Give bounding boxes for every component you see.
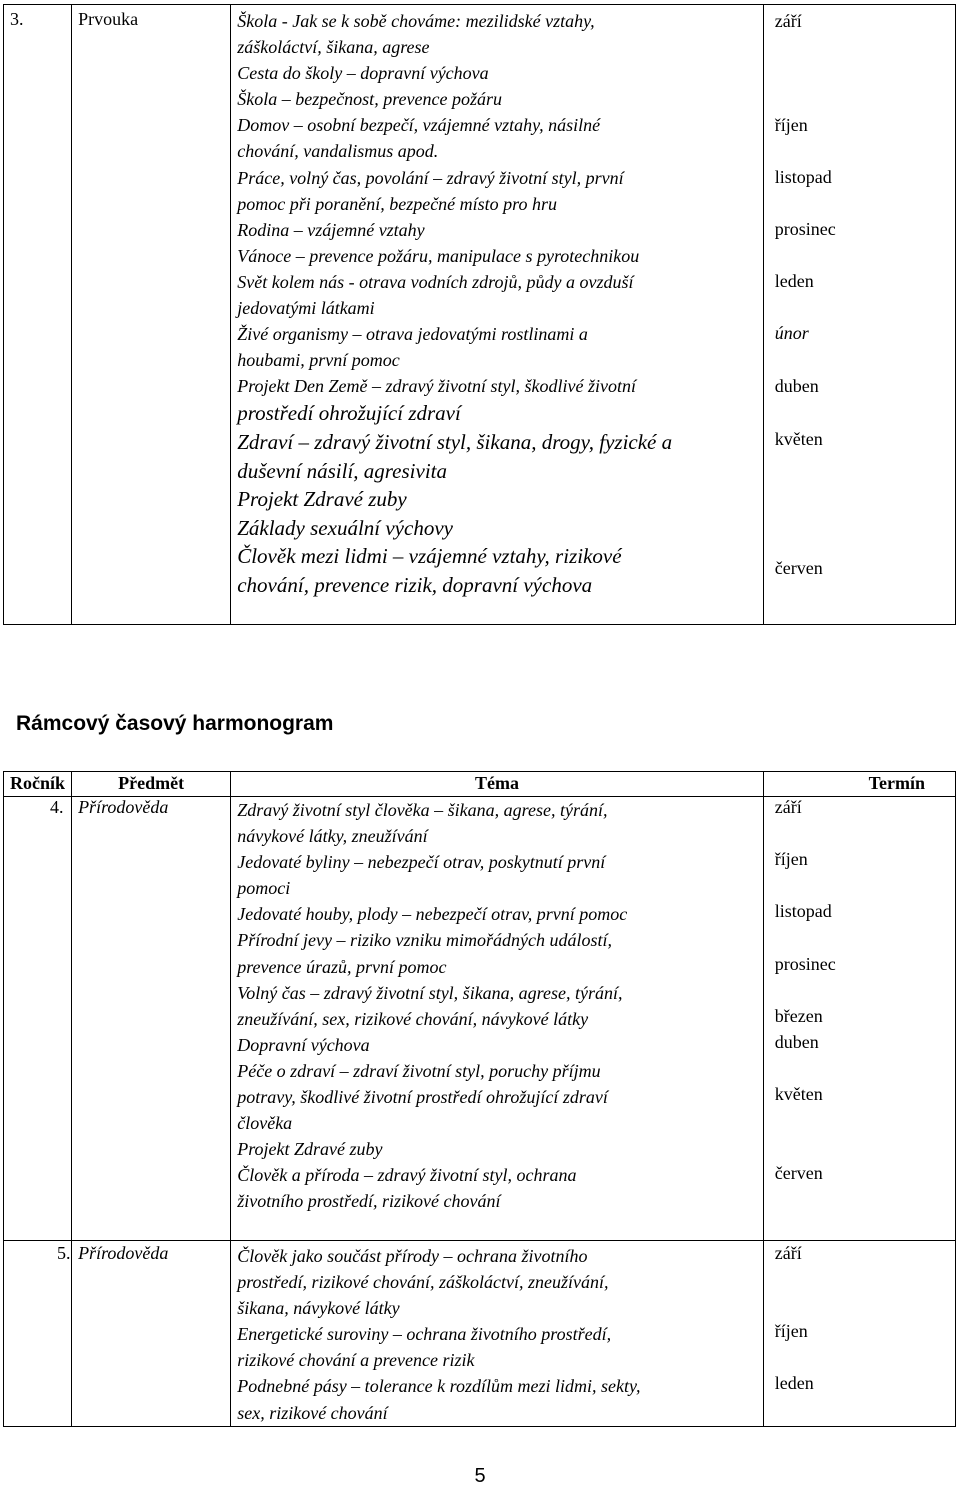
term-month: červen bbox=[774, 1163, 823, 1183]
topic-line: Cesta do školy – dopravní výchova bbox=[237, 63, 489, 84]
term-month: červen bbox=[774, 558, 823, 578]
topic-line: životního prostředí, rizikové chování bbox=[237, 1191, 501, 1212]
topic-line: prostředí, rizikové chování, záškoláctví, zneužívání, bbox=[237, 1272, 609, 1293]
topic-line: rizikové chování a prevence rizik bbox=[237, 1350, 475, 1371]
topic-line: Zdravý životní styl člověka – šikana, agrese, týrání, bbox=[237, 800, 608, 820]
subject-name: Prvouka bbox=[78, 9, 139, 29]
topic-line: Člověk jako součást přírody – ochrana životního bbox=[237, 1246, 588, 1266]
column-header-grade: Ročník bbox=[4, 772, 72, 797]
topic-line: Vánoce – prevence požáru, manipulace s pyrotechnikou bbox=[237, 245, 640, 266]
topic-line: Svět kolem nás - otrava vodních zdrojů, půdy a ovzduší bbox=[237, 271, 634, 292]
topic-line: Volný čas – zdravý životní styl, šikana, agrese, týrání, bbox=[237, 982, 623, 1003]
term-month: duben bbox=[774, 1032, 819, 1052]
topic-line: Přírodní jevy – riziko vzniku mimořádných událostí, bbox=[237, 930, 613, 951]
topic-line: prostředí ohrožující zdraví bbox=[237, 401, 461, 426]
grade-cell bbox=[4, 5, 72, 625]
grade-cell bbox=[4, 1241, 72, 1427]
topic-line: pomoc při poranění, bezpečné místo pro hru bbox=[237, 193, 558, 214]
term-month: prosinec bbox=[774, 219, 836, 239]
term-month: září bbox=[774, 11, 802, 31]
column-header-term: Termín bbox=[763, 772, 955, 797]
term-month: listopad bbox=[774, 901, 832, 921]
topic-line: Člověk mezi lidmi – vzájemné vztahy, rizikové bbox=[237, 544, 622, 569]
topic-line: Škola – bezpečnost, prevence požáru bbox=[237, 89, 502, 110]
topic-line: Zdraví – zdravý životní styl, šikana, drogy, fyzické a bbox=[237, 430, 673, 454]
term-cell bbox=[763, 797, 955, 1241]
topic-line: Živé organismy – otrava jedovatými rostlinami a bbox=[237, 324, 588, 345]
grade-number: 4. bbox=[50, 797, 64, 817]
topic-line: Energetické suroviny – ochrana životního prostředí, bbox=[237, 1324, 612, 1345]
topic-line: Domov – osobní bezpečí, vzájemné vztahy, násilné bbox=[237, 115, 601, 136]
curriculum-table-top bbox=[3, 4, 956, 625]
term-month: prosinec bbox=[774, 954, 836, 974]
subject-cell bbox=[72, 1241, 231, 1427]
topic-line: pomoci bbox=[237, 878, 291, 899]
topic-cell bbox=[231, 5, 764, 625]
topic-line: Člověk a příroda – zdravý životní styl, ochrana bbox=[237, 1165, 577, 1186]
topic-line: sex, rizikové chování bbox=[237, 1402, 388, 1423]
topic-line: Škola - Jak se k sobě chováme: mezilidské vztahy, bbox=[237, 11, 595, 31]
section-heading: Rámcový časový harmonogram bbox=[16, 712, 334, 735]
topic-line: duševní násilí, agresivita bbox=[237, 458, 448, 483]
term-month: květen bbox=[774, 429, 823, 449]
topic-line: Jedovaté houby, plody – nebezpečí otrav, první pomoc bbox=[237, 904, 628, 925]
term-month: březen bbox=[774, 1006, 823, 1026]
schedule-table bbox=[3, 771, 956, 1427]
topic-cell bbox=[231, 1241, 764, 1427]
term-month: říjen bbox=[774, 1321, 808, 1341]
column-header-topic: Téma bbox=[231, 772, 764, 797]
topic-line: Dopravní výchova bbox=[237, 1034, 370, 1055]
subject-cell bbox=[72, 5, 231, 625]
term-month: leden bbox=[774, 1373, 814, 1393]
table-row bbox=[4, 1241, 956, 1427]
grade-number: 3. bbox=[10, 9, 24, 29]
table-header-row bbox=[4, 772, 956, 797]
topic-line: jedovatými látkami bbox=[237, 298, 375, 319]
topic-line: Rodina – vzájemné vztahy bbox=[237, 219, 425, 240]
grade-cell bbox=[4, 797, 72, 1241]
term-month: duben bbox=[774, 376, 819, 396]
topic-line: Projekt Den Země – zdravý životní styl, škodlivé životní bbox=[237, 376, 636, 397]
topic-line: Projekt Zdravé zuby bbox=[237, 487, 407, 512]
term-month: září bbox=[774, 797, 802, 817]
subject-name: Přírodověda bbox=[78, 797, 169, 817]
topic-line: chování, prevence rizik, dopravní výchova bbox=[237, 572, 593, 597]
term-cell bbox=[763, 5, 955, 625]
term-month: květen bbox=[774, 1084, 823, 1104]
term-month: říjen bbox=[774, 849, 808, 869]
topic-line: Jedovaté byliny – nebezpečí otrav, poskytnutí první bbox=[237, 852, 606, 873]
topic-line: člověka bbox=[237, 1113, 293, 1134]
topic-line: potravy, škodlivé životní prostředí ohrožující zdraví bbox=[237, 1087, 608, 1108]
topic-line: chování, vandalismus apod. bbox=[237, 141, 439, 162]
topic-line: záškoláctví, šikana, agrese bbox=[237, 37, 430, 58]
topic-line: Podnebné pásy – tolerance k rozdílům mezi lidmi, sekty, bbox=[237, 1376, 641, 1397]
topic-line: Základy sexuální výchovy bbox=[237, 515, 453, 540]
subject-name: Přírodověda bbox=[78, 1243, 169, 1263]
term-month: leden bbox=[774, 271, 814, 291]
topic-cell bbox=[231, 797, 764, 1241]
column-header-subject: Předmět bbox=[72, 772, 231, 797]
topic-line: zneužívání, sex, rizikové chování, návykové látky bbox=[237, 1008, 589, 1029]
topic-line: Péče o zdraví – zdraví životní styl, poruchy příjmu bbox=[237, 1060, 601, 1081]
topic-line: šikana, návykové látky bbox=[237, 1298, 400, 1319]
term-month: únor bbox=[774, 323, 809, 343]
topic-line: Práce, volný čas, povolání – zdravý životní styl, první bbox=[237, 167, 624, 188]
page-number: 5 bbox=[474, 1465, 486, 1487]
term-month: září bbox=[774, 1243, 802, 1263]
term-month: říjen bbox=[774, 115, 808, 135]
topic-line: houbami, první pomoc bbox=[237, 350, 400, 371]
topic-line: Projekt Zdravé zuby bbox=[237, 1139, 383, 1160]
topic-line: prevence úrazů, první pomoc bbox=[237, 956, 447, 977]
subject-cell bbox=[72, 797, 231, 1241]
table-row bbox=[4, 797, 956, 1241]
grade-number: 5. bbox=[57, 1243, 71, 1263]
topic-line: návykové látky, zneužívání bbox=[237, 826, 428, 847]
term-month: listopad bbox=[774, 167, 832, 187]
term-cell bbox=[763, 1241, 955, 1427]
